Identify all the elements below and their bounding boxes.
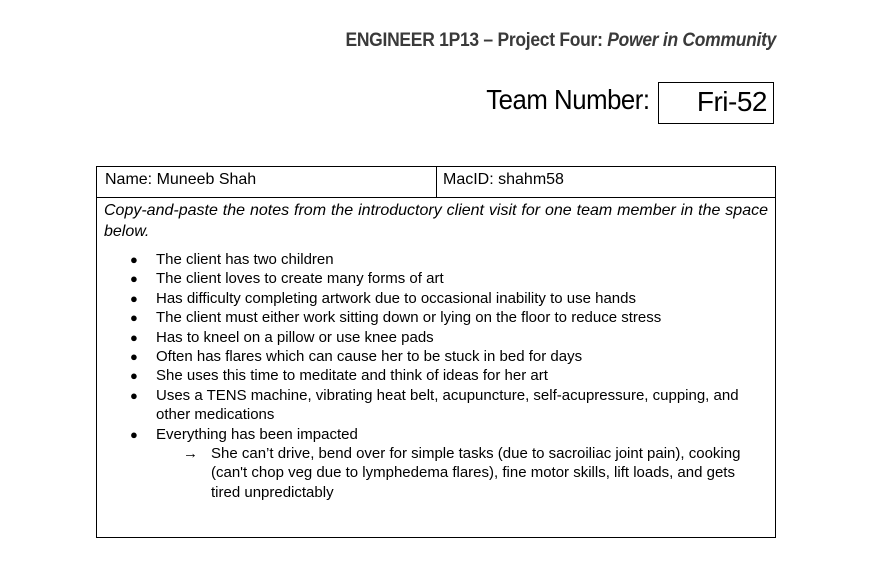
bullet-icon: ● — [130, 329, 138, 345]
arrow-right-icon: → — [183, 445, 198, 463]
list-item — [97, 366, 775, 385]
instructions-text: Copy-and-paste the notes from the introductory client visit for one team member in the space below. — [104, 202, 768, 240]
member-name-cell[interactable]: Name: Muneeb Shah — [97, 167, 437, 197]
list-item — [97, 425, 775, 503]
note-text: Has difficulty completing artwork due to occasional inability to use hands — [156, 289, 636, 307]
note-text: Uses a TENS machine, vibrating heat belt, acupuncture, self-acupressure, cupping, and other medications — [156, 386, 739, 424]
list-item — [97, 347, 775, 366]
note-text: She uses this time to meditate and think of ideas for her art — [156, 367, 548, 385]
note-text: The client must either work sitting down or lying on the floor to reduce stress — [156, 309, 662, 327]
course-header — [345, 30, 776, 52]
bullet-icon: ● — [130, 310, 138, 326]
list-item — [97, 289, 775, 308]
team-number-label: Team Number: — [486, 84, 650, 115]
course-title: ENGINEER 1P13 – Project Four: — [345, 30, 608, 51]
member-macid-cell[interactable]: MacID: shahm58 — [443, 171, 564, 188]
subnote-text: She can’t drive, bend over for simple tasks (due to sacroiliac joint pain), cooking (can't chop veg due to lymphedema flares), fine motor skills, lift loads, and gets tired unpredictably — [211, 445, 741, 501]
list-item — [97, 250, 775, 269]
sub-list-item — [156, 444, 768, 502]
member-info-row — [97, 167, 775, 198]
note-text: The client has two children — [156, 251, 334, 268]
bullet-icon: ● — [130, 271, 138, 287]
bullet-icon: ● — [130, 349, 138, 365]
notes-cell[interactable] — [97, 198, 775, 502]
project-name: Power in Community — [607, 30, 776, 51]
sub-notes-list — [156, 444, 768, 502]
team-number-field[interactable]: Fri-52 — [658, 82, 774, 124]
bullet-icon: ● — [130, 426, 138, 442]
list-item — [97, 269, 775, 288]
list-item — [97, 328, 775, 347]
list-item — [97, 308, 775, 327]
note-text: Everything has been impacted — [156, 425, 358, 443]
bullet-icon: ● — [130, 387, 138, 403]
note-text: Has to kneel on a pillow or use knee pads — [156, 328, 434, 346]
client-notes-table — [96, 166, 776, 538]
note-text: Often has flares which can cause her to be stuck in bed for days — [156, 348, 583, 366]
bullet-icon: ● — [130, 290, 138, 306]
notes-list — [97, 250, 775, 502]
note-text: The client loves to create many forms of art — [156, 270, 444, 288]
list-item — [97, 386, 775, 425]
bullet-icon: ● — [130, 368, 138, 384]
bullet-icon: ● — [130, 252, 138, 267]
